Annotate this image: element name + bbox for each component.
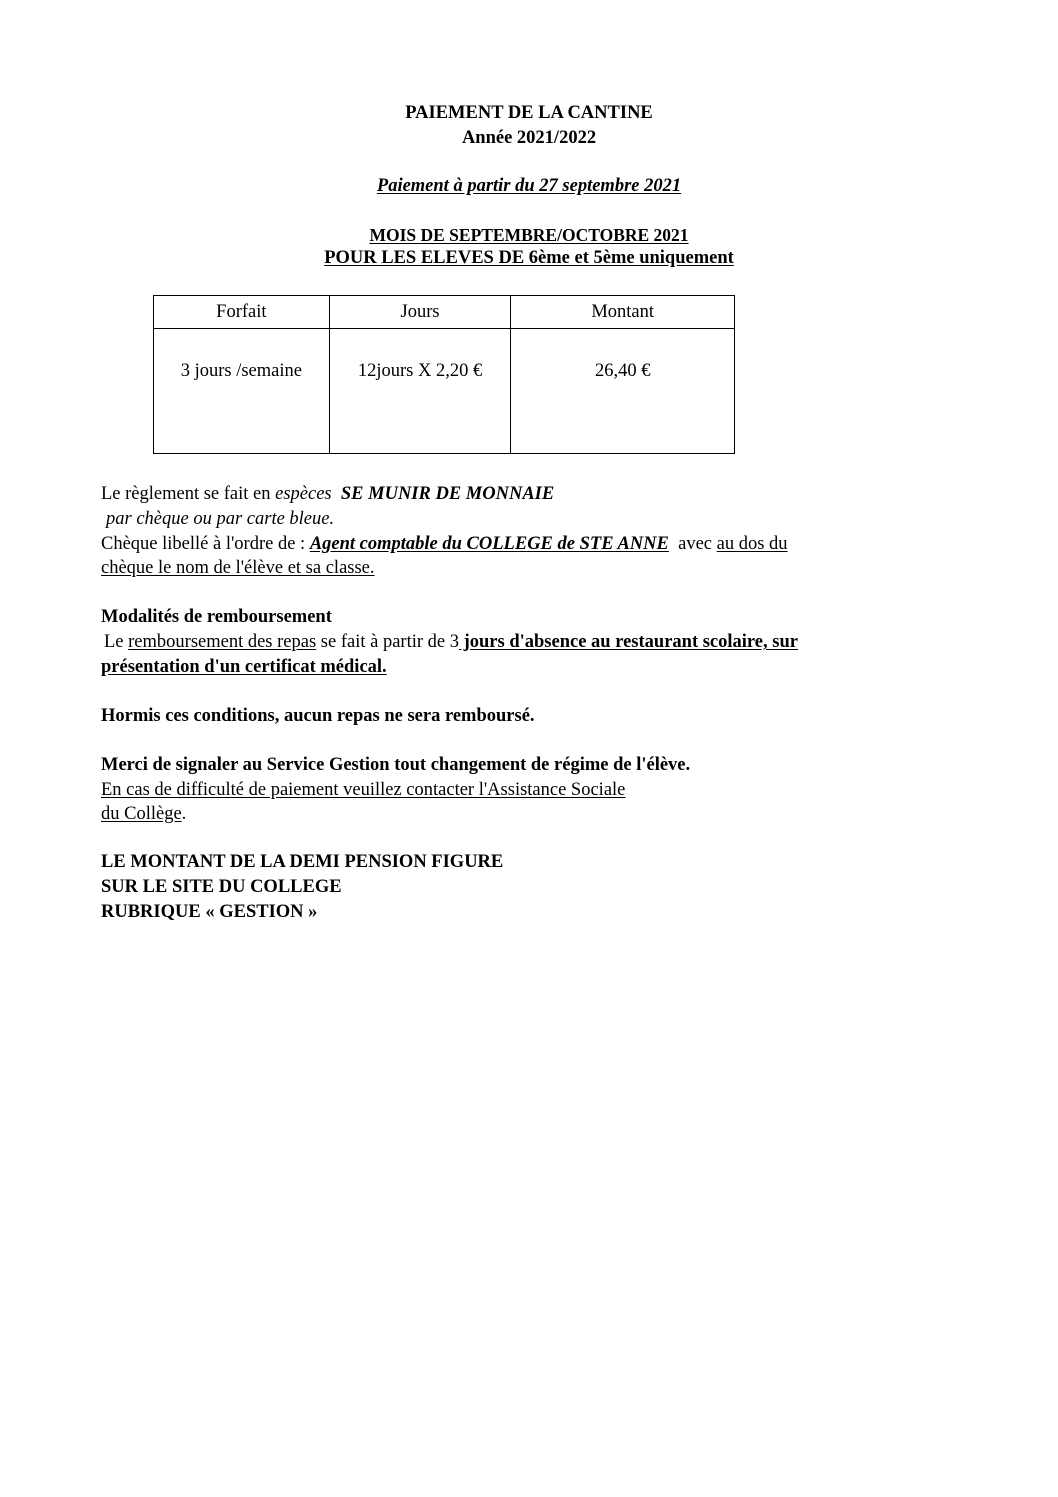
month-text: MOIS DE SEPTEMBRE/OCTOBRE 2021 [369, 225, 689, 245]
cell-montant: 26,40 € [511, 329, 735, 454]
refund-text-a: Le [104, 632, 129, 652]
column-header-forfait: Forfait [154, 296, 330, 329]
difficulty-period: . [181, 804, 187, 824]
payment-cash: espèces [275, 484, 332, 504]
cheque-back-1: au dos du [716, 534, 788, 554]
payment-start-date [0, 176, 1058, 197]
refund-certificate: présentation d'un certificat médical. [101, 657, 387, 677]
refund-meals: remboursement des repas [128, 632, 317, 652]
payment-alternatives: par chèque ou par carte bleue. [106, 509, 335, 529]
cheque-back-2: chèque le nom de l'élève et sa classe. [101, 558, 375, 578]
document-title: PAIEMENT DE LA CANTINE [405, 103, 653, 123]
month-heading [0, 225, 1058, 246]
table-header-row [154, 296, 735, 329]
difficulty-college: du Collège [101, 804, 182, 824]
cell-jours: 12jours X 2,20 € [329, 329, 511, 454]
footer-line-1: LE MONTANT DE LA DEMI PENSION FIGURE [101, 852, 504, 872]
cell-forfait: 3 jours /semaine [154, 329, 330, 454]
cheque-line [101, 534, 788, 555]
difficulty-text: En cas de difficulté de paiement veuillez contacter l'Assistance Sociale [101, 780, 626, 800]
column-header-montant: Montant [511, 296, 735, 329]
cheque-with: avec [678, 534, 713, 554]
cheque-back-line [101, 558, 375, 579]
pricing-table [153, 295, 735, 454]
cheque-text: Chèque libellé à l'ordre de : [101, 534, 310, 554]
refund-text-c: se fait à partir de 3 [316, 632, 459, 652]
refund-absence: jours d'absence au restaurant scolaire, sur [458, 632, 798, 652]
table-row [154, 329, 735, 454]
payment-start-text: Paiement à partir du 27 septembre 2021 [376, 176, 682, 196]
payment-method-line [101, 484, 554, 505]
refund-heading: Modalités de remboursement [101, 607, 332, 627]
footer-line-2: SUR LE SITE DU COLLEGE [101, 877, 342, 897]
difficulty-line-2 [101, 804, 186, 825]
refund-certificate-line [101, 657, 387, 678]
regime-change-notice: Merci de signaler au Service Gestion tout changement de régime de l'élève. [101, 755, 691, 775]
audience-heading [0, 248, 1058, 269]
payment-coins-notice: SE MUNIR DE MONNAIE [340, 484, 555, 504]
column-header-jours: Jours [329, 296, 511, 329]
footer-line-3: RUBRIQUE « GESTION » [101, 902, 318, 922]
difficulty-line-1 [101, 780, 625, 801]
cheque-payee: Agent comptable du COLLEGE de STE ANNE [309, 534, 669, 554]
no-refund-notice: Hormis ces conditions, aucun repas ne sera remboursé. [101, 706, 535, 726]
school-year: Année 2021/2022 [461, 128, 597, 148]
refund-line [104, 632, 798, 653]
audience-text: POUR LES ELEVES DE 6ème et 5ème uniquement [324, 248, 734, 268]
payment-text: Le règlement se fait en [101, 484, 276, 504]
